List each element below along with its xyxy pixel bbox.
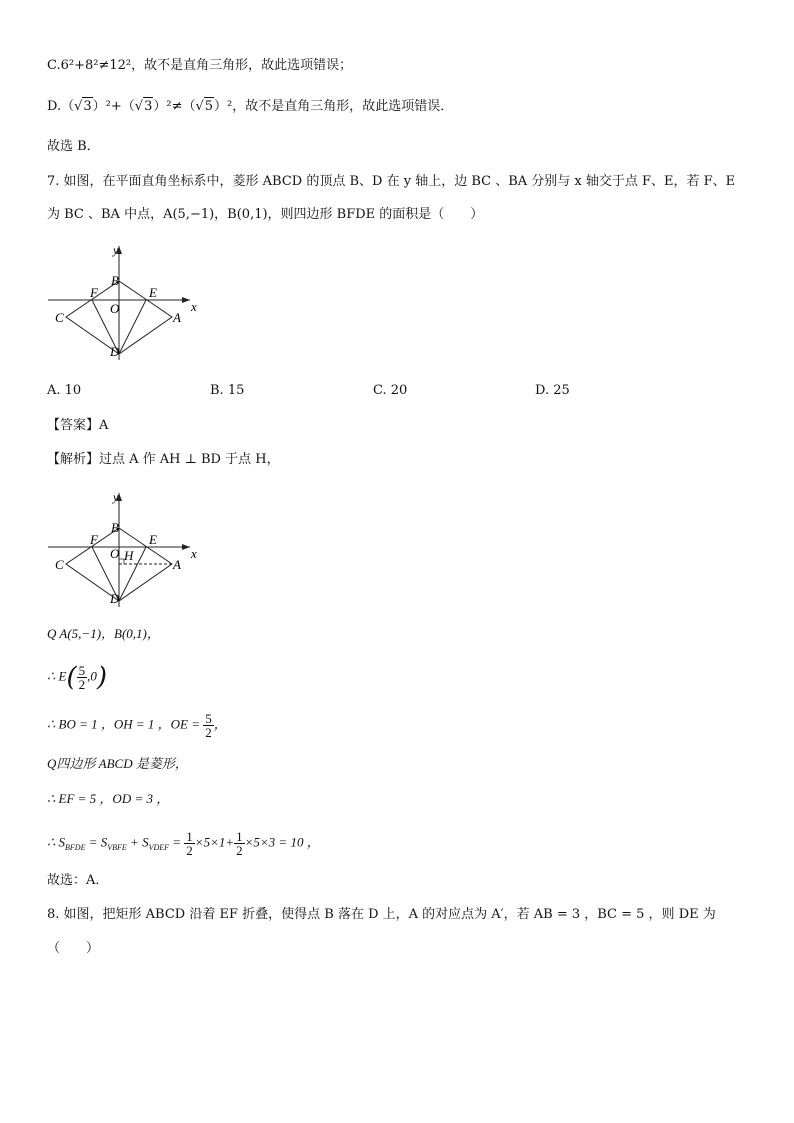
q7-option-d: D. 25 bbox=[535, 383, 570, 398]
label-f: F bbox=[90, 285, 98, 300]
q7-solution-figure bbox=[40, 487, 210, 612]
label-y: y bbox=[113, 243, 119, 257]
solution-step-1: Q A(5,−1)，B(0,1)， bbox=[47, 626, 160, 641]
option-d-explanation: D.（√3）²+（√3）²≠（√5）²，故不是直角三角形，故此选项错误． bbox=[47, 99, 454, 114]
q7-option-b: B. 15 bbox=[210, 383, 245, 398]
label-d: D bbox=[110, 344, 120, 359]
choose-b: 故选 B． bbox=[47, 139, 100, 154]
q7-figure bbox=[40, 240, 210, 365]
solution-step-7: 故选：A． bbox=[47, 873, 109, 888]
label-o: O bbox=[110, 546, 120, 561]
q7-answer: 【答案】A bbox=[47, 418, 109, 433]
q7-option-a: A. 10 bbox=[47, 383, 82, 398]
q7-stem-line2: 为 BC 、BA 中点，A(5,−1)，B(0,1)，则四边形 BFDE 的面积是（ ） bbox=[47, 207, 484, 222]
label-c: C bbox=[55, 310, 64, 325]
solution-step-6: ∴ $S_{BFDE} = S_{VBFE} + S_{VDEF}$ = $\frac{1}{2}$ ×5×1+ $\frac{1}{2}$ ×5×3 = 10 ， bbox=[47, 829, 320, 858]
q7-option-c: C. 20 bbox=[373, 383, 408, 398]
solution-step-5: ∴ EF = 5 ，OD = 3 ， bbox=[47, 791, 170, 806]
label-e: E bbox=[149, 285, 157, 300]
solution-step-3: ∴ BO = 1 ，OH = 1 ，OE = $\frac{5}{2}$ ， bbox=[47, 711, 227, 740]
label-x: x bbox=[191, 299, 197, 314]
label-b: B bbox=[111, 520, 119, 535]
label-c: C bbox=[55, 557, 64, 572]
label-y: y bbox=[113, 490, 119, 504]
label-f: F bbox=[90, 532, 98, 547]
q8-stem-line2: （ ） bbox=[47, 941, 100, 956]
q7-stem-line1: 7. 如图，在平面直角坐标系中，菱形 ABCD 的顶点 B、D 在 y 轴上，边 BC 、BA 分别与 x 轴交于点 F、E，若 F、E bbox=[47, 174, 736, 189]
label-a: A bbox=[173, 310, 181, 325]
label-b: B bbox=[111, 273, 119, 288]
label-a: A bbox=[173, 557, 181, 572]
label-x: x bbox=[191, 546, 197, 561]
q8-stem-line1: 8. 如图，把矩形 ABCD 沿着 EF 折叠，使得点 B 落在 D 上，A 的对应点为 A′，若 AB = 3 ，BC = 5 ，则 DE 为 bbox=[47, 907, 716, 922]
label-e: E bbox=[149, 532, 157, 547]
label-o: O bbox=[110, 301, 120, 316]
solution-step-2: ∴ E( $\frac{5}{2}$ ,0) bbox=[47, 662, 108, 693]
label-d: D bbox=[110, 591, 120, 606]
solution-step-4: Q四边形 ABCD 是菱形， bbox=[47, 756, 188, 771]
label-h: H bbox=[124, 548, 134, 563]
option-c-explanation: C.6²+8²≠12²，故不是直角三角形，故此选项错误； bbox=[47, 58, 353, 73]
q7-analysis: 【解析】过点 A 作 AH ⊥ BD 于点 H， bbox=[47, 452, 280, 467]
